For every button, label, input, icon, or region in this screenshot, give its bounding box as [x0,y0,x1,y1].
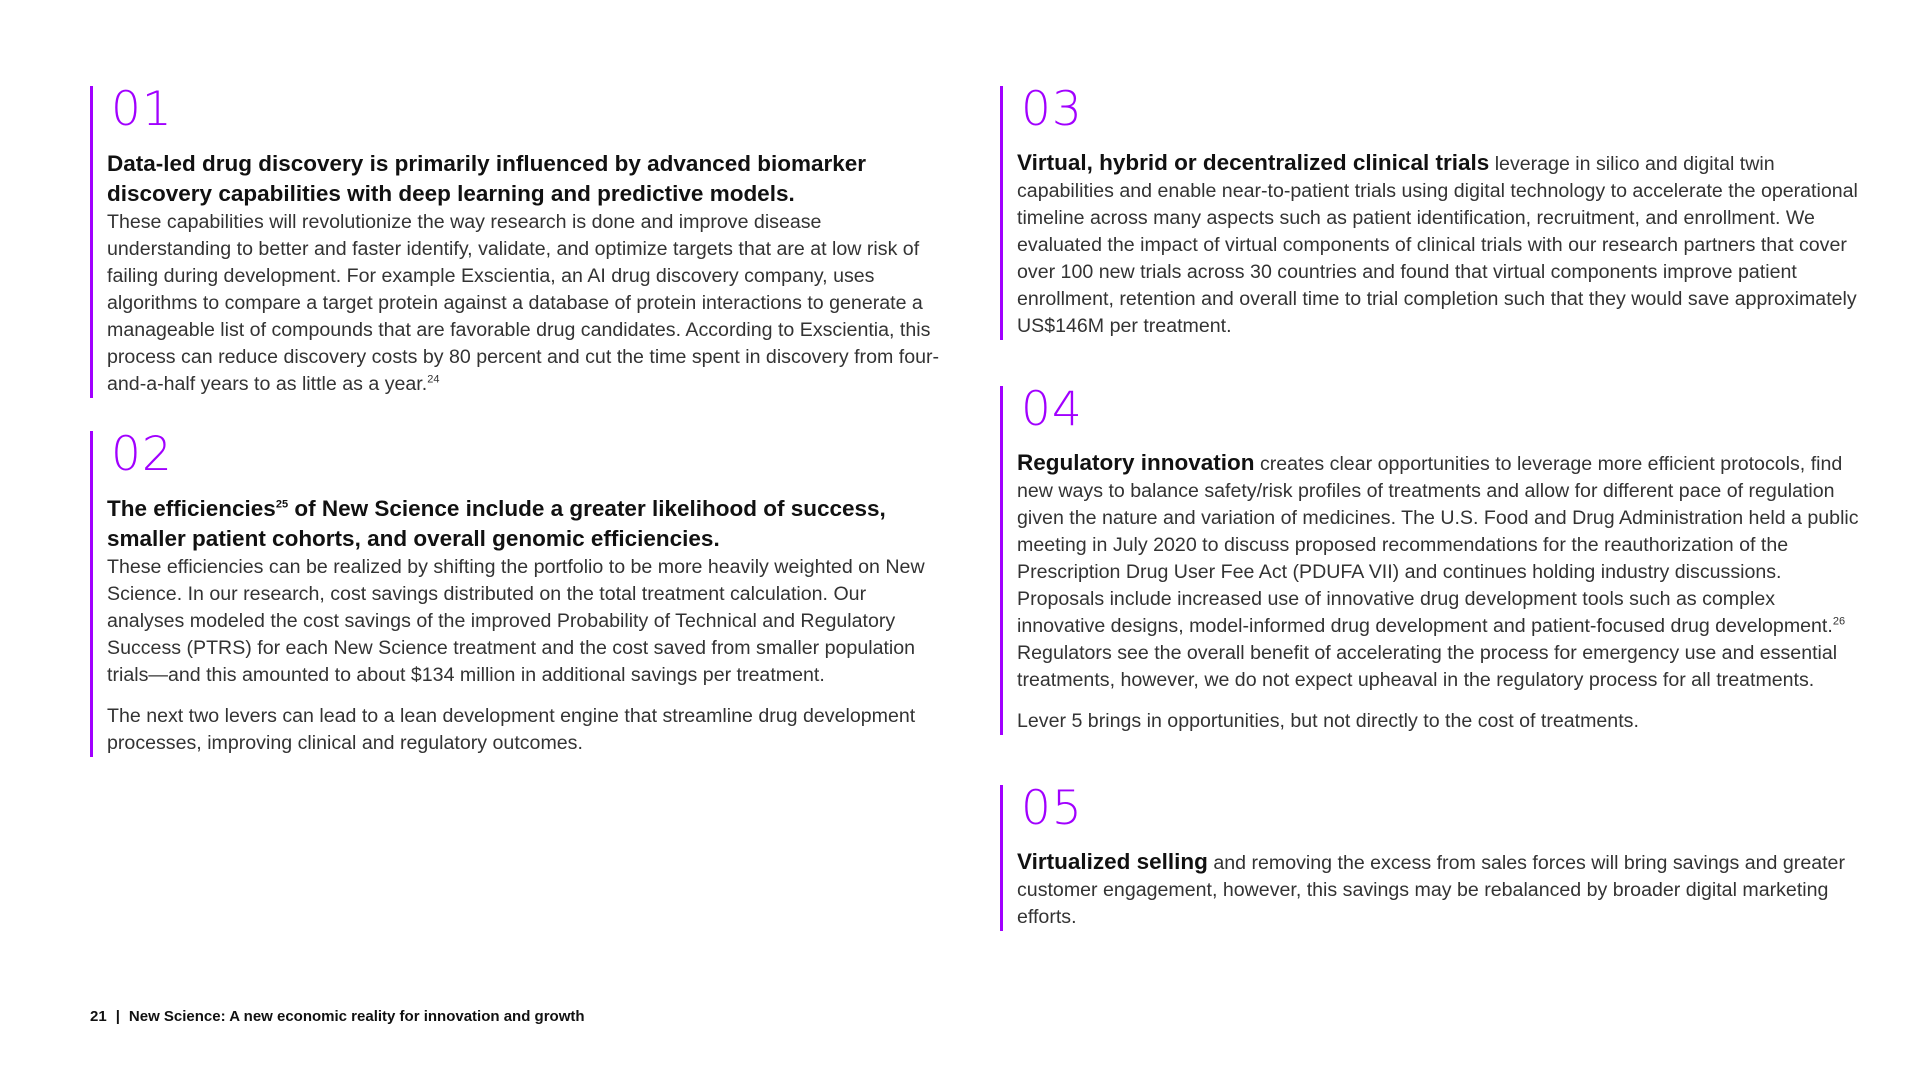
section-lead: Virtualized selling [1017,849,1208,874]
section-body: These efficiencies can be realized by shifting the portfolio to be more heavily weighted on New Science. In our research, cost savings distributed on the total treatment calculation. Our analyses modeled the cost savings of the improved Probability of Technical and Regulatory Success (PTRS) for each New Science treatment and the cost saved from smaller population trials—and this amounted to about $134 million in additional savings per treatment. [107,556,925,686]
left-column [90,82,940,797]
footnote-ref: 26 [1832,615,1846,628]
section-heading-text-cont: of New Science include a greater likelihood of success, smaller patient cohorts, and overall genomic efficiencies. [107,496,886,551]
footnote-ref: 25 [275,498,289,511]
section-body-secondary: Lever 5 brings in opportunities, but not directly to the cost of treatments. [1017,710,1639,732]
section-body [1017,449,1860,694]
section-body-text-cont: Regulators see the overall benefit of accelerating the process for emergency use and essential treatments, however, we do not expect upheaval in the regulatory process for all treatments. [1017,642,1838,691]
section-lead: Regulatory innovation [1017,450,1255,475]
document-title: New Science: A new economic reality for innovation and growth [128,1008,585,1025]
section-lead: Virtual, hybrid or decentralized clinical trials [1017,150,1490,175]
section-body-text: These capabilities will revolutionize the way research is done and improve disease understanding to better and faster identify, validate, and optimize targets that are at low risk of failing during development. For example Exscientia, an AI drug discovery company, uses algorithms to compare a target protein against a database of protein interactions to generate a manageable list of compounds that are favorable drug candidates. According to Exscientia, this process can reduce discovery costs by 80 percent and cut the time spent in discovery from four-and-a-half years to as little as a year. [107,211,940,395]
section-body-secondary: The next two levers can lead to a lean development engine that streamline drug development processes, improving clinical and regulatory outcomes. [107,705,916,754]
section-heading-text: The efficiencies [107,496,276,521]
section-body [1017,149,1860,340]
section-01 [90,82,940,398]
right-column [1000,82,1860,971]
footnote-ref: 24 [427,373,440,386]
section-number: 01 [111,82,173,137]
section-number: 04 [1021,382,1083,437]
page-number: 21 [90,1008,107,1025]
section-02 [90,427,940,757]
section-number: 03 [1021,82,1083,137]
section-number: 05 [1021,781,1083,836]
section-body-text: leverage in silico and digital twin capabilities and enable near-to-patient trials using digital technology to accelerate the operational timeline across many aspects such as patient identification, recruitment, and enrollment. We evaluated the impact of virtual components of clinical trials with our research partners that cover over 100 new trials across 30 countries and found that virtual components improve patient enrollment, retention and overall time to trial completion such that they would save approximately US$146M per treatment. [1017,153,1858,337]
section-body-text: creates clear opportunities to leverage more efficient protocols, find new ways to balance safety/risk profiles of treatments and allow for different pace of regulation given the nature and variation of medicines. The U.S. Food and Drug Administration held a public meeting in July 2020 to discuss proposed recommendations for the reauthorization of the Prescription Drug User Fee Act (PDUFA VII) and continues holding industry discussions. Proposals include increased use of innovative drug development tools such as complex innovative designs, model-informed drug development and patient-focused drug development. [1017,453,1859,637]
section-body-text: and removing the excess from sales forces will bring savings and greater customer engagement, however, this savings may be rebalanced by broader digital marketing efforts. [1017,852,1845,928]
section-heading [107,494,937,554]
section-body [107,209,940,398]
section-number: 02 [111,427,173,482]
section-03 [1000,82,1860,340]
section-04 [1000,382,1860,735]
section-heading: Data-led drug discovery is primarily influenced by advanced biomarker discovery capabilities with deep learning and predictive models. [107,151,867,206]
section-05 [1000,781,1860,931]
section-body [1017,848,1860,931]
page-footer [90,1008,585,1025]
footer-separator: | [115,1008,120,1025]
